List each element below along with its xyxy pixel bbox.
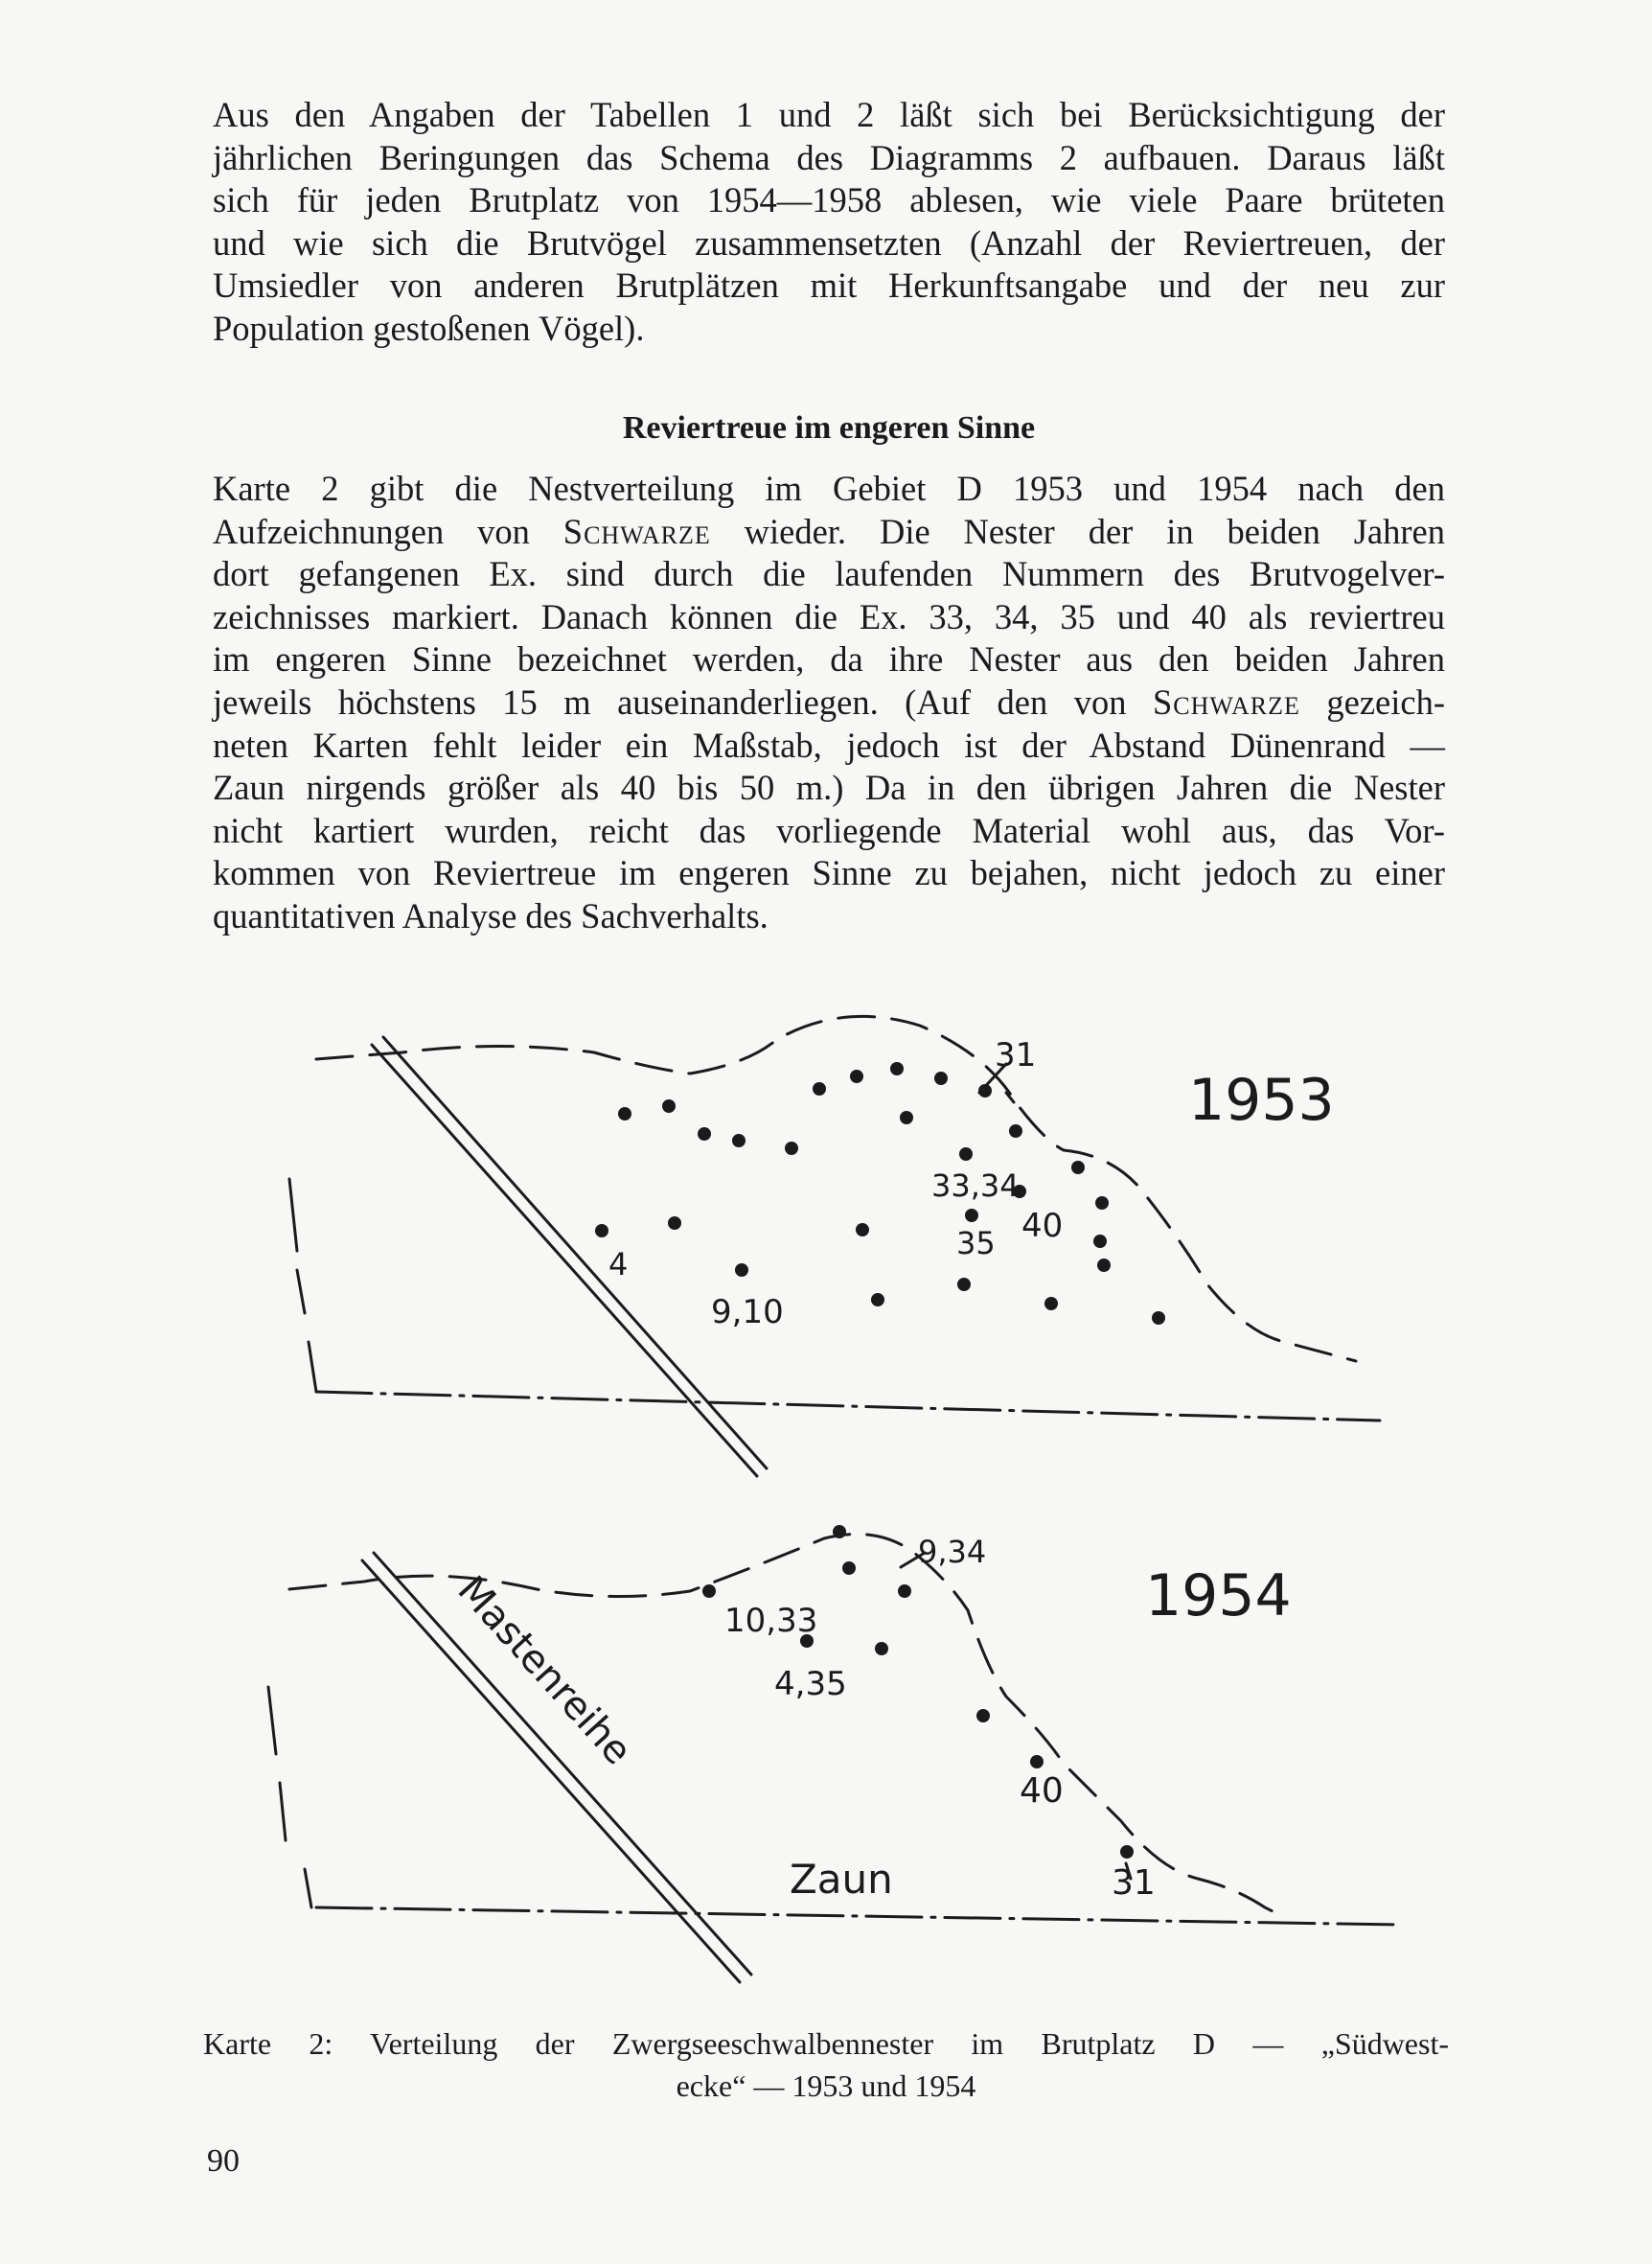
text-line: sich für jeden Brutplatz von 1954—1958 ablesen, wie viele Paare brüteten [213, 180, 1445, 220]
nest-label: 9,34 [918, 1534, 987, 1570]
nest-dot [1152, 1311, 1165, 1325]
nest-label: 31 [1112, 1863, 1156, 1903]
nest-dot [959, 1147, 973, 1161]
nest-dot [976, 1709, 990, 1722]
left-border-1953 [289, 1179, 316, 1392]
section-heading: Reviertreue im engeren Sinne [622, 410, 1036, 446]
year-label-1953: 1953 [1188, 1067, 1335, 1134]
nest-dot [957, 1278, 971, 1291]
nest-dot [875, 1642, 888, 1655]
text-line: Karte 2 gibt die Nestverteilung im Gebiet D 1953 und 1954 nach den [213, 469, 1445, 508]
nest-dot [732, 1134, 746, 1147]
nest-label: 40 [1021, 1207, 1064, 1245]
text-line: jeweils höchstens 15 m auseinanderliegen. (Auf den von Schwarze gezeich- [213, 682, 1445, 722]
text-line: nicht kartiert wurden, reicht das vorliegende Material wohl aus, das Vor- [213, 810, 1445, 850]
caption-line: ecke“ — 1953 und 1954 [676, 2068, 976, 2103]
author-name: Schwarze [562, 511, 711, 551]
text-line: jährlichen Beringungen das Schema des Diagramms 2 aufbauen. Daraus läßt [213, 137, 1445, 177]
text-line: im engeren Sinne bezeichnet werden, da ihre Nester aus den beiden Jahren [213, 639, 1445, 680]
nest-dot [871, 1293, 884, 1306]
nest-dot [833, 1525, 846, 1538]
nest-dot [1030, 1755, 1044, 1768]
text-line: kommen von Reviertreue im engeren Sinne zu bejahen, nicht jedoch zu einer [213, 853, 1445, 893]
pylon-line-1954 [362, 1553, 751, 1982]
nest-dot [668, 1216, 681, 1230]
text-line: Zaun nirgends größer als 40 bis 50 m.) Da in den übrigen Jahren die Nester [213, 768, 1445, 808]
fence-line-1953 [316, 1392, 1380, 1421]
nest-dot [595, 1224, 608, 1237]
nest-dot [698, 1127, 711, 1141]
nest-dot [1071, 1161, 1085, 1174]
nest-label: 4 [608, 1246, 629, 1282]
nest-dot [702, 1584, 716, 1598]
nest-dot [1009, 1124, 1022, 1138]
fence-label: Zaun [790, 1856, 893, 1903]
left-border-1954 [268, 1687, 311, 1907]
fence-line-1954 [316, 1907, 1399, 1925]
nest-label: 4,35 [774, 1665, 847, 1703]
nest-dot [978, 1084, 992, 1097]
nest-label: 33,34 [931, 1167, 1020, 1204]
nest-dot [785, 1142, 798, 1155]
pylon-line-1953 [372, 1037, 767, 1476]
nest-dot [1044, 1297, 1058, 1310]
nest-label: 10,33 [724, 1602, 818, 1640]
nest-dot [618, 1107, 631, 1120]
text-line: zeichnisses markiert. Danach können die Ex. 33, 34, 35 und 40 als reviertreu [213, 596, 1445, 636]
text-line: Umsiedler von anderen Brutplätzen mit Herkunftsangabe und der neu zur [213, 266, 1445, 306]
nest-label: 40 [1020, 1771, 1064, 1811]
nest-label: 35 [956, 1225, 996, 1261]
nest-dot [842, 1561, 856, 1575]
nest-dot [934, 1072, 948, 1085]
text-line: Population gestoßenen Vögel). [213, 308, 645, 348]
caption-line: Karte 2: Verteilung der Zwergseeschwalbennester im Brutplatz D — „Südwest- [203, 2026, 1449, 2061]
nest-dot [1097, 1259, 1111, 1272]
page-number: 90 [207, 2143, 240, 2179]
text-line: neten Karten fehlt leider ein Maßstab, jedoch ist der Abstand Dünenrand — [213, 725, 1445, 765]
nest-dot [900, 1111, 913, 1124]
text-line: und wie sich die Brutvögel zusammensetzten (Anzahl der Reviertreuen, der [213, 222, 1445, 263]
nest-dot [850, 1070, 863, 1083]
pylon-row-label: Mastenreihe [448, 1567, 640, 1774]
text-line: Aus den Angaben der Tabellen 1 und 2 läßt sich bei Berücksichtigung der [213, 95, 1445, 134]
nest-dot [1093, 1235, 1107, 1248]
text-line: quantitativen Analyse des Sachverhalts. [213, 895, 769, 936]
nest-dot [1095, 1196, 1109, 1210]
nest-dot [890, 1062, 904, 1075]
nest-dot [856, 1223, 869, 1236]
nest-label: 31 [995, 1036, 1037, 1074]
dune-edge-1954 [289, 1535, 1284, 1918]
author-name: Schwarze [1152, 682, 1300, 722]
text-line: dort gefangenen Ex. sind durch die laufenden Nummern des Brutvogelver- [213, 554, 1445, 594]
nest-dot [1120, 1845, 1134, 1859]
nest-dot [735, 1263, 748, 1277]
year-label-1954: 1954 [1145, 1562, 1292, 1629]
nest-dot [898, 1584, 911, 1598]
nest-label: 9,10 [711, 1293, 784, 1331]
text-line: Aufzeichnungen von Schwarze wieder. Die Nester der in beiden Jahren [213, 511, 1445, 551]
nest-dot [813, 1082, 826, 1096]
nest-dot [662, 1099, 676, 1113]
figure-caption [203, 2022, 1449, 2107]
nest-dot [965, 1209, 978, 1222]
